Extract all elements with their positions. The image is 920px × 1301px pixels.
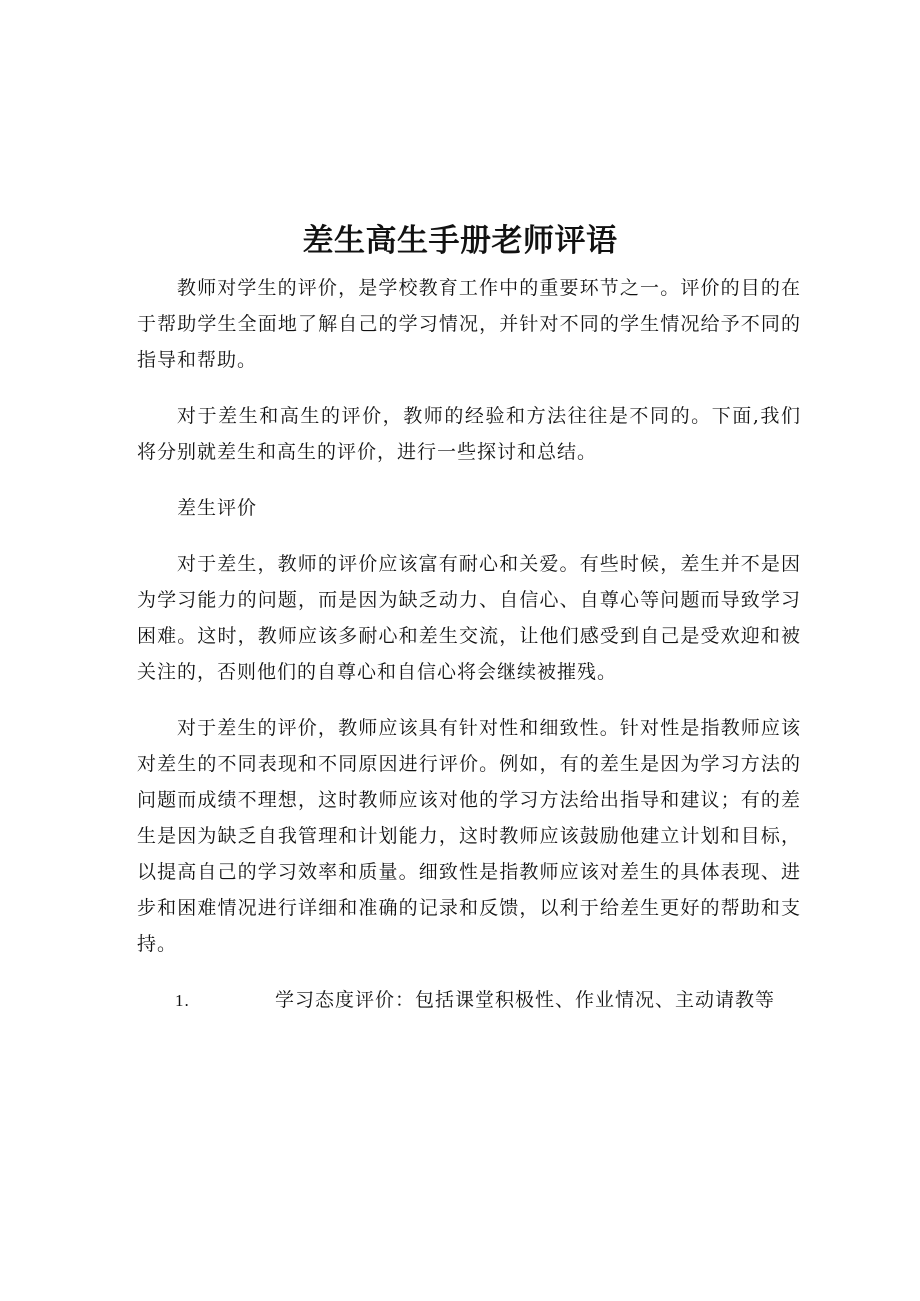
intro-paragraph: 教师对学生的评价，是学校教育工作中的重要环节之一。评价的目的在于帮助学生全面地了解自己的学习情况，并针对不同的学生情况给予不同的指导和帮助。	[137, 277, 801, 371]
overview-paragraph: 对于差生和高生的评价，教师的经验和方法往往是不同的。下面,我们将分别就差生和高生的评价，进行一些探讨和总结。	[137, 405, 801, 463]
list-item	[137, 982, 801, 1019]
document-body	[137, 270, 801, 1019]
poor-student-patience-paragraph: 对于差生，教师的评价应该富有耐心和关爱。有些时候，差生并不是因为学习能力的问题，而是因为缺乏动力、自信心、自尊心等问题而导致学习困难。这时，教师应该多耐心和差生交流，让他们感受到自己是受欢迎和被关注的，否则他们的自尊心和自信心将会继续被摧残。	[137, 553, 801, 683]
list-item-number: 1.	[175, 991, 190, 1010]
section-heading-poor-student: 差生评价	[177, 497, 258, 519]
poor-student-specificity-paragraph: 对于差生的评价，教师应该具有针对性和细致性。针对性是指教师应该对差生的不同表现和不同原因进行评价。例如，有的差生是因为学习方法的问题而成绩不理想，这时教师应该对他的学习方法给出指导和建议；有的差生是因为缺乏自我管理和计划能力，这时教师应该鼓励他建立计划和目标，以提高自己的学习效率和质量。细致性是指教师应该对差生的具体表现、进步和困难情况进行详细和准确的记录和反馈，以利于给差生更好的帮助和支持。	[137, 717, 801, 955]
page-title: 差生高生手册老师评语	[302, 223, 618, 259]
list-item-text: 学习态度评价：包括课堂积极性、作业情况、主动请教等	[275, 989, 776, 1011]
